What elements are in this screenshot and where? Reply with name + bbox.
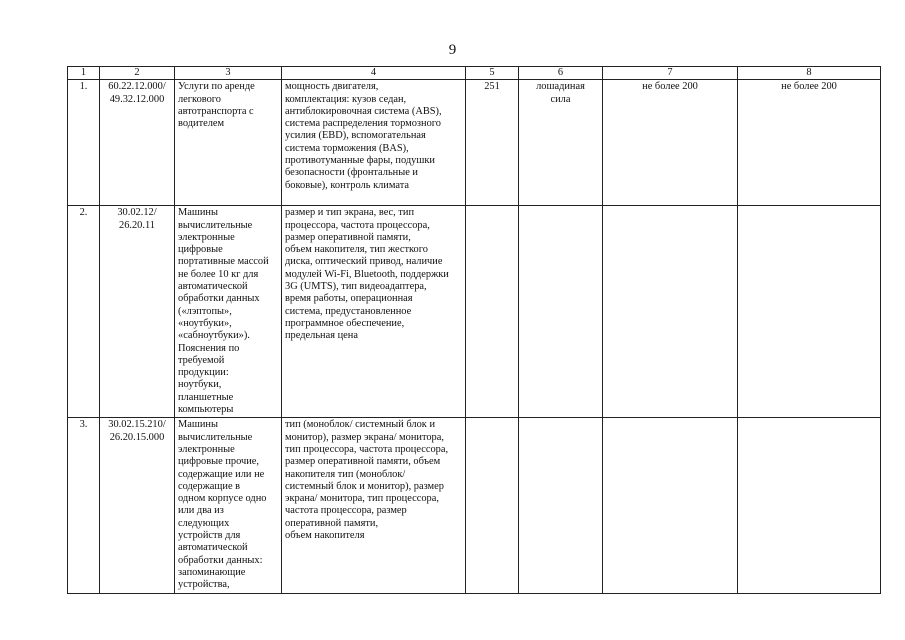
- row-number: 2.: [68, 206, 100, 418]
- table-row: [68, 206, 881, 418]
- characteristics: мощность двигателя, комплектация: кузов седан, антиблокировочная система (ABS), система распределения тормозного усилия (EBD), вспомогательная система торможения (BAS), противотуманные фары, подушки безопасности (фронтальные и боковые), контроль климата: [282, 80, 466, 206]
- col-header-6: 6: [519, 67, 603, 80]
- col-header-1: 1: [68, 67, 100, 80]
- characteristics: тип (моноблок/ системный блок и монитор), размер экрана/ монитора, тип процессора, частота процессора, размер оперативной памяти, объем накопителя тип (моноблок/ системный блок и монитор), размер экрана/ монитора, тип процессора, частота процессора, размер оперативной памяти, объем накопителя: [282, 418, 466, 594]
- value-col-8: [738, 206, 881, 418]
- value-col-7: [603, 418, 738, 594]
- col-header-8: 8: [738, 67, 881, 80]
- okei-code: [466, 418, 519, 594]
- okpd-code: 30.02.15.210/ 26.20.15.000: [100, 418, 175, 594]
- product-name: Машины вычислительные электронные цифровые портативные массой не более 10 кг для автоматической обработки данных («лэптопы», «ноутбуки», «сабноутбуки»). Пояснения по требуемой продукции: ноутбуки, планшетные компьютеры: [175, 206, 282, 418]
- col-header-2: 2: [100, 67, 175, 80]
- value-col-8: не более 200: [738, 80, 881, 206]
- table-row: [68, 418, 881, 594]
- unit-name: [519, 418, 603, 594]
- unit-name: лошадиная сила: [519, 80, 603, 206]
- value-col-8: [738, 418, 881, 594]
- product-name: Машины вычислительные электронные цифровые прочие, содержащие или не содержащие в одном корпусе одно или два из следующих устройств для автоматической обработки данных: запоминающие устройства,: [175, 418, 282, 594]
- header-row: [68, 67, 881, 80]
- okpd-code: 60.22.12.000/ 49.32.12.000: [100, 80, 175, 206]
- row-number: 3.: [68, 418, 100, 594]
- col-header-5: 5: [466, 67, 519, 80]
- page-number: 9: [448, 42, 457, 58]
- value-col-7: [603, 206, 738, 418]
- col-header-3: 3: [175, 67, 282, 80]
- table-row: [68, 80, 881, 206]
- characteristics: размер и тип экрана, вес, тип процессора, частота процессора, размер оперативной памяти, объем накопителя, тип жесткого диска, оптический привод, наличие модулей Wi-Fi, Bluetooth, поддержки 3G (UMTS), тип видеоадаптера, время работы, операционная система, предустановленное программное обеспечение, предельная цена: [282, 206, 466, 418]
- col-header-4: 4: [282, 67, 466, 80]
- row-number: 1.: [68, 80, 100, 206]
- catalog-table: [67, 66, 881, 594]
- product-name: Услуги по аренде легкового автотранспорта с водителем: [175, 80, 282, 206]
- unit-name: [519, 206, 603, 418]
- okei-code: 251: [466, 80, 519, 206]
- col-header-7: 7: [603, 67, 738, 80]
- okei-code: [466, 206, 519, 418]
- okpd-code: 30.02.12/ 26.20.11: [100, 206, 175, 418]
- value-col-7: не более 200: [603, 80, 738, 206]
